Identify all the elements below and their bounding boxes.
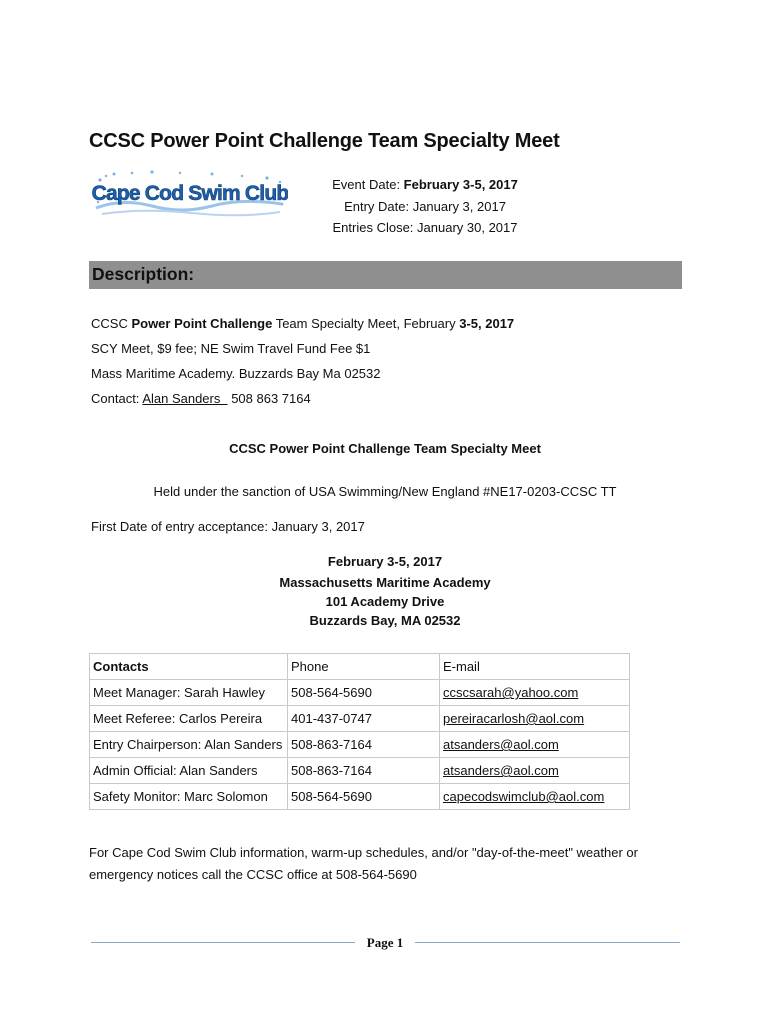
office-contact-note: For Cape Cod Swim Club information, warm-up schedules, and/or "day-of-the-meet" weather or emergency notices call the CCSC office at 508-564-5690 <box>89 845 638 882</box>
cape-cod-swim-club-logo <box>92 168 288 218</box>
footer-rule-left <box>91 942 355 943</box>
desc-line-4 <box>91 391 311 406</box>
event-date-label: Event Date: <box>332 177 404 192</box>
venue-dates: February 3-5, 2017 <box>327 554 443 569</box>
contact-role: Entry Chairperson: Alan Sanders <box>90 732 288 758</box>
document-title: CCSC Power Point Challenge Team Specialty Meet <box>89 130 560 152</box>
contact-phone: 508-564-5690 <box>288 680 440 706</box>
subtitle: CCSC Power Point Challenge Team Specialty Meet <box>229 441 541 456</box>
entries-close: Entries Close: January 30, 2017 <box>332 220 518 235</box>
desc-line-1 <box>91 316 514 331</box>
contact-phone: 508-863-7164 <box>288 758 440 784</box>
table-row <box>90 706 630 732</box>
first-entry-date: First Date of entry acceptance: January 3, 2017 <box>91 519 365 534</box>
footer-rule-right <box>415 942 680 943</box>
table-header-row <box>90 654 630 680</box>
contact-email-link[interactable]: pereiracarlosh@aol.com <box>440 706 630 732</box>
venue-city: Buzzards Bay, MA 02532 <box>309 613 461 628</box>
contact-role: Meet Referee: Carlos Pereira <box>90 706 288 732</box>
table-row <box>90 784 630 810</box>
contacts-table <box>89 653 630 810</box>
logo-text: Cape Cod Swim Club <box>92 182 288 205</box>
contact-email-link[interactable]: ccscsarah@yahoo.com <box>440 680 630 706</box>
header-phone: Phone <box>288 654 440 680</box>
contact-phone: 508 863 7164 <box>227 391 311 406</box>
venue-street: 101 Academy Drive <box>325 594 445 609</box>
desc-line-2: SCY Meet, $9 fee; NE Swim Travel Fund Fee $1 <box>91 341 371 356</box>
description-heading: Description: <box>92 264 195 284</box>
contact-phone: 401-437-0747 <box>288 706 440 732</box>
desc-line-1-d: 3-5, 2017 <box>459 316 515 331</box>
contact-phone: 508-863-7164 <box>288 732 440 758</box>
description-heading-bar <box>89 261 682 289</box>
table-row <box>90 732 630 758</box>
event-dates <box>300 174 550 239</box>
contact-role: Meet Manager: Sarah Hawley <box>90 680 288 706</box>
contact-name-link[interactable]: Alan Sanders <box>142 391 228 406</box>
contact-role: Admin Official: Alan Sanders <box>90 758 288 784</box>
sanction-text: Held under the sanction of USA Swimming/New England #NE17-0203-CCSC TT <box>153 484 617 499</box>
contact-email-link[interactable]: atsanders@aol.com <box>440 758 630 784</box>
header-contacts: Contacts <box>90 654 288 680</box>
header-email: E-mail <box>440 654 630 680</box>
table-row <box>90 680 630 706</box>
page-number: Page 1 <box>366 935 404 950</box>
contact-role: Safety Monitor: Marc Solomon <box>90 784 288 810</box>
venue-name: Massachusetts Maritime Academy <box>279 575 491 590</box>
desc-line-1-a: CCSC <box>91 316 132 331</box>
contact-email-link[interactable]: capecodswimclub@aol.com <box>440 784 630 810</box>
contact-phone: 508-564-5690 <box>288 784 440 810</box>
contact-label: Contact: <box>91 391 143 406</box>
table-row <box>90 758 630 784</box>
contact-email-link[interactable]: atsanders@aol.com <box>440 732 630 758</box>
desc-line-3: Mass Maritime Academy. Buzzards Bay Ma 02532 <box>91 366 381 381</box>
event-date-value: February 3-5, 2017 <box>403 177 518 192</box>
desc-line-1-b: Power Point Challenge <box>131 316 273 331</box>
desc-line-1-c: Team Specialty Meet, February <box>272 316 460 331</box>
entry-date: Entry Date: January 3, 2017 <box>344 198 506 214</box>
